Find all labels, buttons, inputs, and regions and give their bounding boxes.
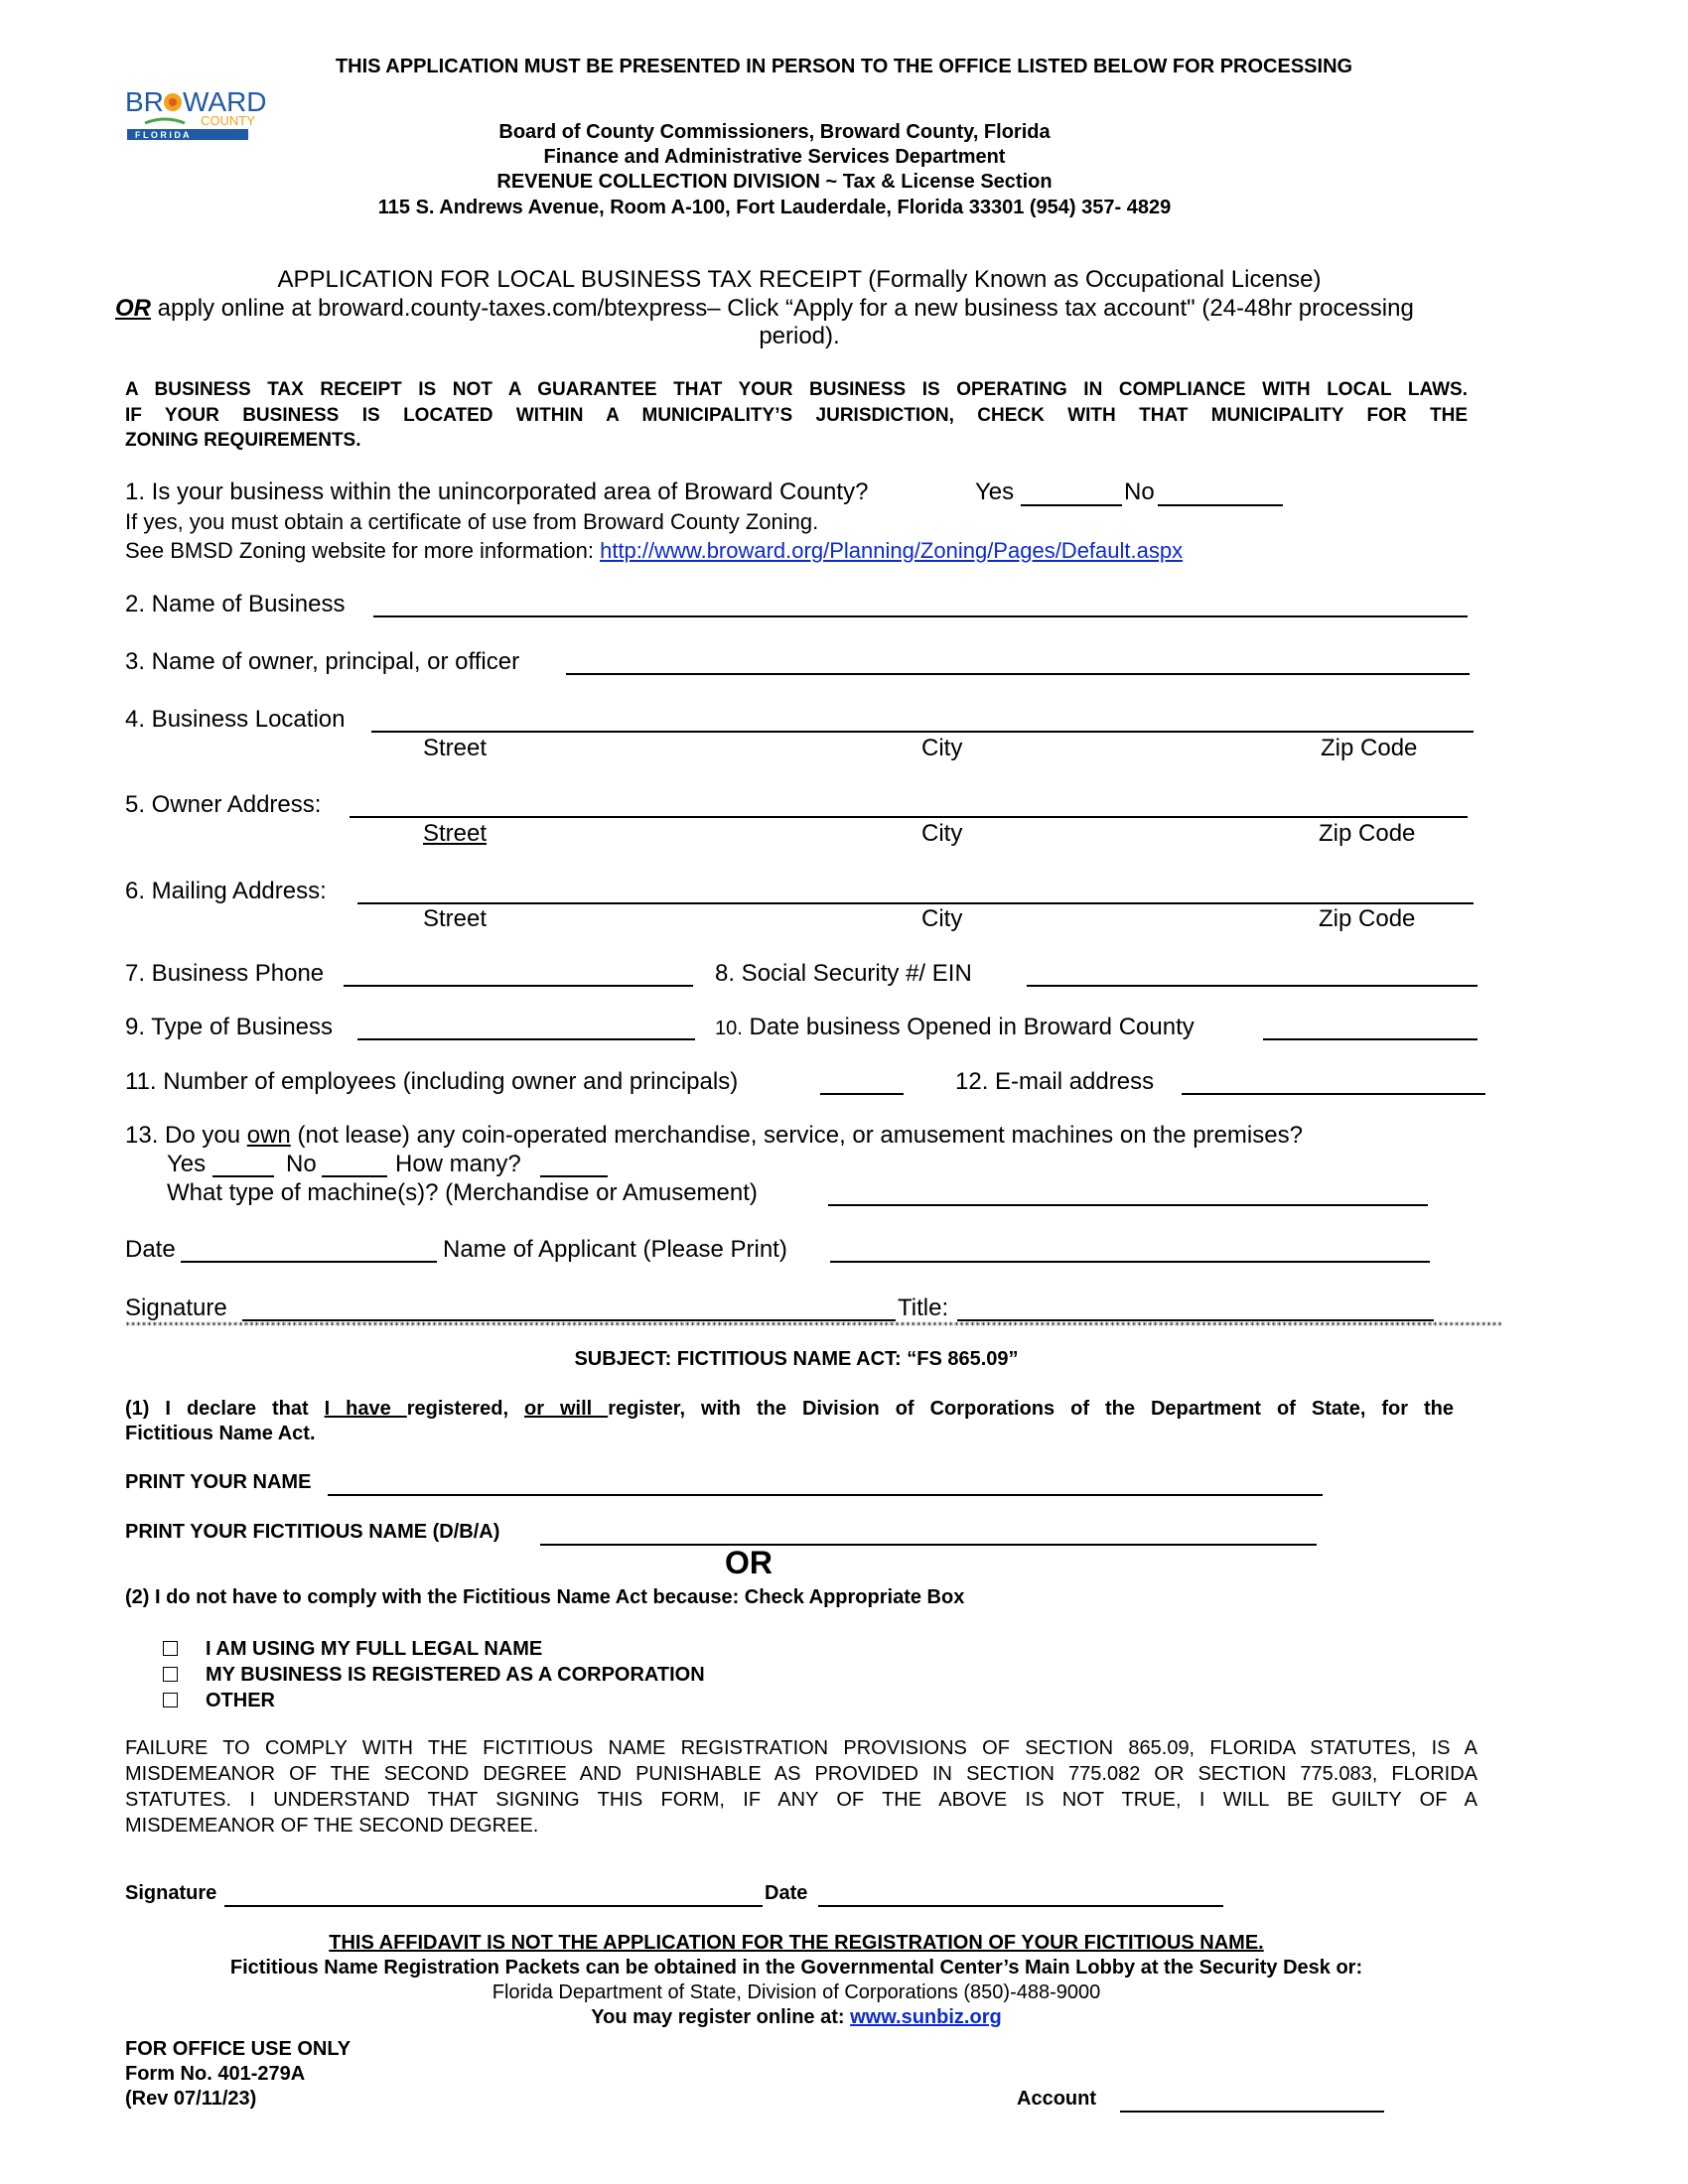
in-person-notice: THIS APPLICATION MUST BE PRESENTED IN PERSON TO THE OFFICE LISTED BELOW FOR PROCESSING — [335, 56, 1353, 77]
decl-part-c: register, with the Division of Corporations of the Department of State, for the — [608, 1398, 1454, 1420]
print-name-label: PRINT YOUR NAME — [125, 1471, 312, 1493]
fictitious-date-label: Date — [765, 1882, 808, 1904]
warning-line-4: MISDEMEANOR OF THE SECOND DEGREE. — [125, 1815, 539, 1837]
q10-number: 10. — [715, 1018, 743, 1039]
q1-website-line — [125, 538, 1183, 564]
apply-online-text: apply online at broward.county-taxes.com/btexpress– Click “Apply for a new business tax account" (24-48hr processing — [151, 295, 1414, 322]
fictitious-subject: SUBJECT: FICTITIOUS NAME ACT: “FS 865.09” — [574, 1348, 1019, 1370]
option-label: MY BUSINESS IS REGISTERED AS A CORPORATION — [206, 1664, 705, 1686]
decl-part-b: registered, — [406, 1398, 524, 1420]
q12-label: 12. E-mail address — [955, 1068, 1155, 1095]
apply-online-line — [115, 295, 1414, 323]
warning-line-3: STATUTES. I UNDERSTAND THAT SIGNING THIS FORM, IF ANY OF THE ABOVE IS NOT TRUE, I WILL BE GUILTY OF A — [125, 1789, 1477, 1811]
sunbiz-link[interactable]: www.sunbiz.org — [850, 2006, 1002, 2028]
q11-label: 11. Number of employees (including owner and principals) — [125, 1068, 739, 1095]
warning-line-1: FAILURE TO COMPLY WITH THE FICTITIOUS NAME REGISTRATION PROVISIONS OF SECTION 865.09, FLORIDA STATUTES, IS A — [125, 1737, 1477, 1759]
logo-text-florida: F L O R I D A — [135, 130, 190, 140]
q4-label: 4. Business Location — [125, 706, 346, 733]
business-phone-field[interactable] — [344, 985, 693, 987]
application-title: APPLICATION FOR LOCAL BUSINESS TAX RECEIPT (Formally Known as Occupational License) — [277, 266, 1322, 293]
date-opened-field[interactable] — [1263, 1038, 1477, 1040]
mailing-address-field[interactable] — [357, 902, 1474, 904]
logo-text-br: BR — [125, 86, 164, 117]
owner-address-field[interactable] — [350, 816, 1468, 818]
machine-type-field[interactable] — [828, 1204, 1428, 1206]
print-dba-label: PRINT YOUR FICTITIOUS NAME (D/B/A) — [125, 1521, 500, 1543]
q8-label: 8. Social Security #/ EIN — [715, 960, 972, 987]
q1-website-label: See BMSD Zoning website for more information: — [125, 538, 601, 563]
q13-machine-type-label: What type of machine(s)? (Merchandise or Amusement) — [167, 1179, 758, 1206]
fictitious-declaration-line-1 — [125, 1398, 1454, 1423]
applicant-date-label: Date — [125, 1236, 176, 1263]
q5-city-label: City — [921, 820, 963, 847]
q6-city-label: City — [921, 905, 963, 932]
q4-street-label: Street — [423, 735, 488, 761]
q1-note: If yes, you must obtain a certificate of use from Broward County Zoning. — [125, 509, 819, 534]
q13-own: own — [246, 1122, 291, 1149]
option-corporation[interactable] — [163, 1664, 705, 1687]
applicant-name-label: Name of Applicant (Please Print) — [443, 1236, 787, 1263]
option-full-legal-name[interactable] — [163, 1638, 542, 1661]
register-online-label: You may register online at: — [591, 2006, 851, 2028]
applicant-signature-label: Signature — [125, 1295, 227, 1321]
q4-city-label: City — [921, 735, 963, 761]
q1-no-field[interactable] — [1158, 504, 1283, 506]
q1-no-label: No — [1124, 478, 1155, 505]
account-label: Account — [1017, 2088, 1096, 2110]
applicant-name-field[interactable] — [830, 1261, 1430, 1263]
affidavit-notice: THIS AFFIDAVIT IS NOT THE APPLICATION FOR THE REGISTRATION OF YOUR FICTITIOUS NAME. — [329, 1932, 1264, 1954]
q13-how-many-field[interactable] — [540, 1175, 608, 1177]
apply-online-period: period). — [759, 323, 840, 349]
division-name: REVENUE COLLECTION DIVISION ~ Tax & License Section — [496, 171, 1053, 193]
q13-rest: (not lease) any coin-operated merchandise, service, or amusement machines on the premises? — [290, 1122, 1303, 1149]
q1-yes-field[interactable] — [1021, 504, 1122, 506]
disclaimer-line-2: IF YOUR BUSINESS IS LOCATED WITHIN A MUNICIPALITY’S JURISDICTION, CHECK WITH THAT MUNICIPALITY FOR THE — [125, 405, 1468, 426]
option-label: I AM USING MY FULL LEGAL NAME — [206, 1638, 543, 1660]
business-type-field[interactable] — [357, 1038, 695, 1040]
q5-street-label: Street — [423, 820, 488, 847]
zoning-website-link[interactable]: http://www.broward.org/Planning/Zoning/Pages/Default.aspx — [600, 538, 1184, 563]
applicant-date-field[interactable] — [181, 1261, 437, 1263]
registration-packets-note: Fictitious Name Registration Packets can be obtained in the Governmental Center’s Main Lobby at the Security Desk or: — [229, 1957, 1363, 1979]
form-number: Form No. 401-279A — [125, 2063, 306, 2085]
logo-text-county: COUNTY — [201, 113, 255, 128]
q10-label-line — [715, 1014, 1195, 1041]
decl-will: or will — [524, 1398, 609, 1420]
q6-zip-label: Zip Code — [1319, 905, 1416, 932]
office-address: 115 S. Andrews Avenue, Room A-100, Fort Lauderdale, Florida 33301 (954) 357- 4829 — [377, 197, 1172, 218]
department-name: Finance and Administrative Services Department — [543, 146, 1006, 168]
q1-question: 1. Is your business within the unincorporated area of Broward County? — [125, 478, 869, 505]
account-field[interactable] — [1120, 2111, 1384, 2113]
owner-name-field[interactable] — [566, 673, 1470, 675]
fictitious-signature-field[interactable] — [224, 1905, 763, 1907]
q6-street-label: Street — [423, 905, 488, 932]
q3-label: 3. Name of owner, principal, or officer — [125, 648, 520, 675]
print-name-field[interactable] — [328, 1494, 1323, 1496]
logo-text-ward: WARD — [183, 86, 267, 117]
ssn-ein-field[interactable] — [1027, 985, 1477, 987]
checkbox[interactable] — [163, 1641, 178, 1656]
q13-no-field[interactable] — [322, 1175, 387, 1177]
q2-label: 2. Name of Business — [125, 591, 346, 617]
decl-part-a: (1) I declare that — [125, 1398, 325, 1420]
q13-prefix: 13. Do you — [125, 1122, 247, 1149]
q13-how-many-label: How many? — [395, 1151, 521, 1177]
board-name: Board of County Commissioners, Broward County, Florida — [498, 121, 1051, 143]
q13-yes-field[interactable] — [212, 1175, 274, 1177]
exempt-statement: (2) I do not have to comply with the Fictitious Name Act because: Check Appropriate Box — [125, 1586, 965, 1608]
q7-label: 7. Business Phone — [125, 960, 325, 987]
email-field[interactable] — [1182, 1093, 1485, 1095]
decl-have: I have — [324, 1398, 407, 1420]
q1-yes-label: Yes — [975, 478, 1015, 505]
fictitious-date-field[interactable] — [818, 1905, 1223, 1907]
q13-yes-label: Yes — [167, 1151, 207, 1177]
q4-zip-label: Zip Code — [1321, 735, 1418, 761]
or-label: OR — [115, 295, 151, 322]
q5-label: 5. Owner Address: — [125, 791, 322, 818]
checkbox[interactable] — [163, 1667, 178, 1682]
q10-label: Date business Opened in Broward County — [749, 1014, 1195, 1040]
q5-zip-label: Zip Code — [1319, 820, 1416, 847]
disclaimer-line-3: ZONING REQUIREMENTS. — [125, 430, 361, 451]
q6-label: 6. Mailing Address: — [125, 878, 327, 904]
warning-line-2: MISDEMEANOR OF THE SECOND DEGREE AND PUNISHABLE AS PROVIDED IN SECTION 775.082 OR SECTION 775.083, FLORIDA — [125, 1763, 1477, 1785]
disclaimer-line-1: A BUSINESS TAX RECEIPT IS NOT A GUARANTEE THAT YOUR BUSINESS IS OPERATING IN COMPLIANCE WITH LOCAL LAWS. — [125, 379, 1468, 400]
option-label: OTHER — [206, 1690, 275, 1711]
checkbox[interactable] — [163, 1693, 178, 1707]
q9-label: 9. Type of Business — [125, 1014, 334, 1040]
business-location-field[interactable] — [371, 731, 1474, 733]
or-divider: OR — [725, 1545, 773, 1580]
business-name-field[interactable] — [373, 615, 1468, 617]
office-use-label: FOR OFFICE USE ONLY — [125, 2038, 352, 2060]
register-online-line — [0, 2006, 1593, 2029]
option-other[interactable] — [163, 1690, 275, 1712]
q13-question — [125, 1122, 1303, 1150]
department-of-state-info: Florida Department of State, Division of Corporations (850)-488-9000 — [492, 1981, 1101, 2003]
form-revision: (Rev 07/11/23) — [125, 2088, 257, 2110]
applicant-title-label: Title: — [898, 1295, 949, 1321]
q13-no-label: No — [286, 1151, 317, 1177]
employees-field[interactable] — [820, 1093, 904, 1095]
section-divider: **************************************************************************************************************************************************************************************************************************************************************** — [125, 1321, 1503, 1331]
fictitious-signature-label: Signature — [125, 1882, 217, 1904]
fictitious-declaration-line-2: Fictitious Name Act. — [125, 1423, 316, 1444]
